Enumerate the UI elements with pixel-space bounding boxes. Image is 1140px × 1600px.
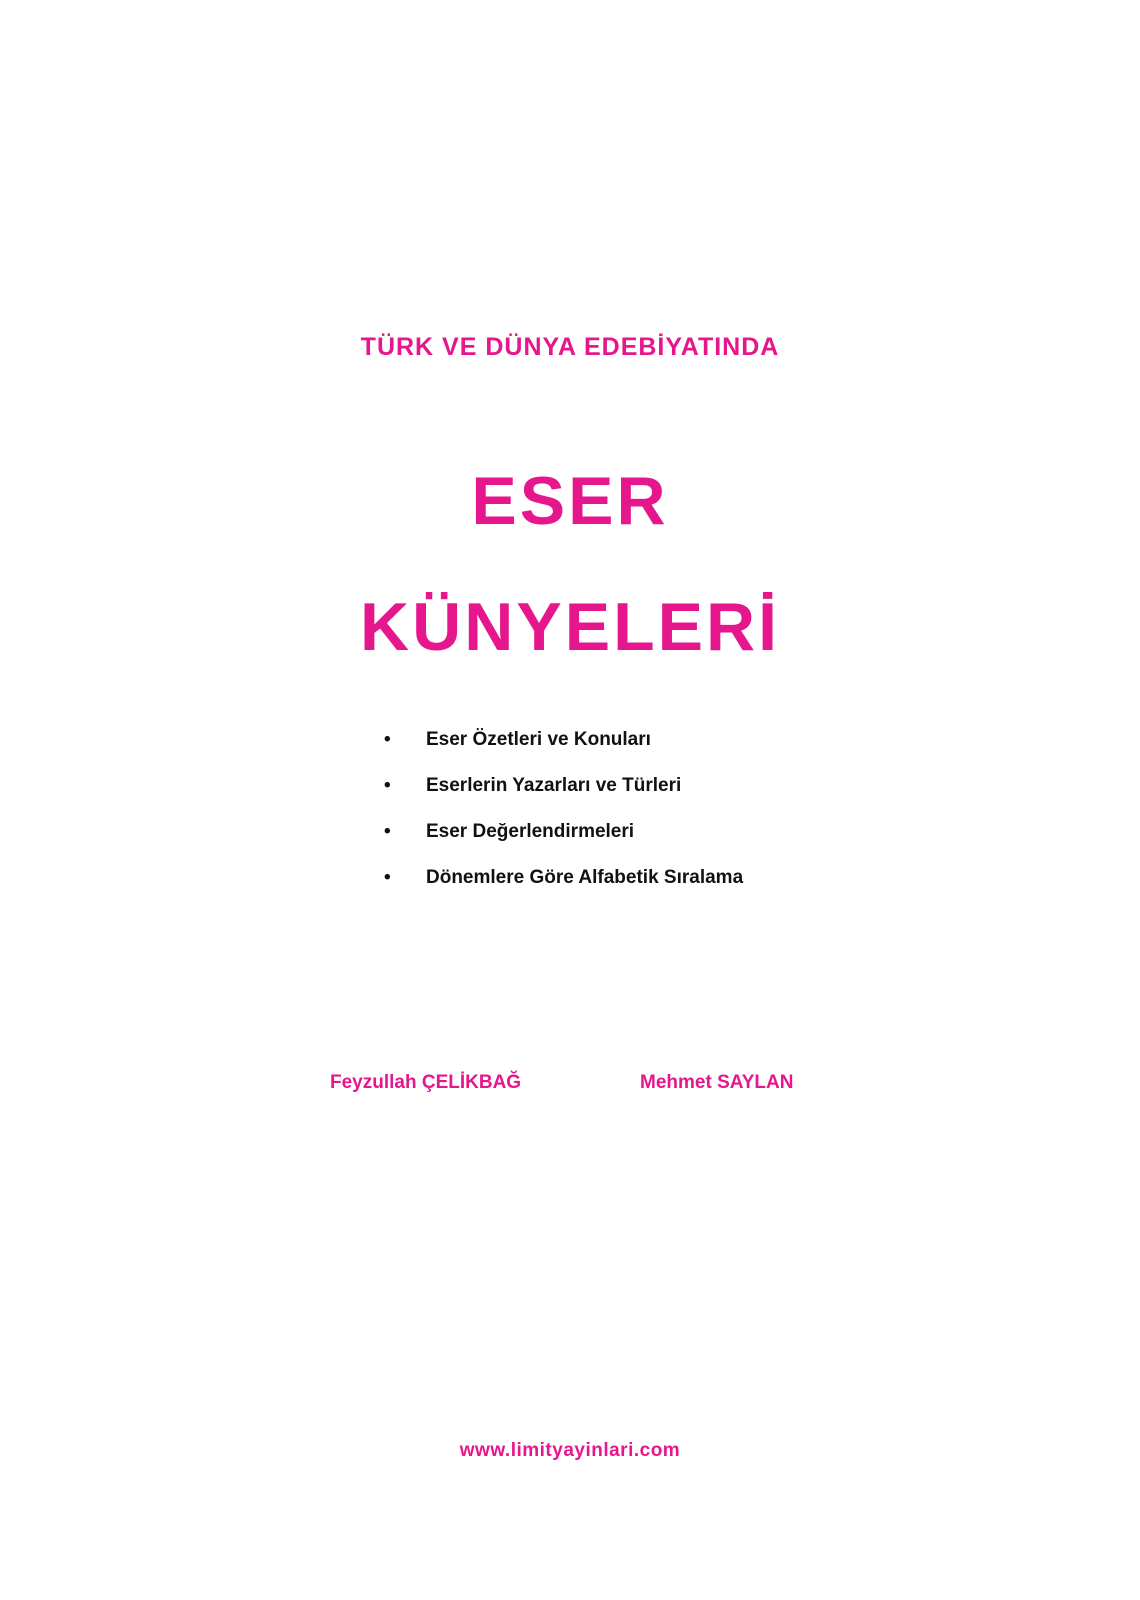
bullet-icon: • bbox=[384, 867, 391, 888]
bullet-icon: • bbox=[384, 821, 391, 842]
author-name: Mehmet SAYLAN bbox=[640, 1072, 794, 1093]
bullet-icon: • bbox=[384, 775, 391, 796]
cover-title-line1: ESER bbox=[471, 463, 669, 539]
feature-label: Dönemlere Göre Alfabetik Sıralama bbox=[426, 867, 744, 888]
feature-label: Eserlerin Yazarları ve Türleri bbox=[426, 775, 682, 796]
cover-supertitle: TÜRK VE DÜNYA EDEBİYATINDA bbox=[360, 333, 780, 361]
cover-title-line2: KÜNYELERİ bbox=[360, 589, 780, 665]
publisher-website: www.limityayinlari.com bbox=[459, 1440, 681, 1461]
feature-label: Eser Özetleri ve Konuları bbox=[426, 729, 651, 750]
author-name: Feyzullah ÇELİKBAĞ bbox=[330, 1072, 522, 1093]
feature-label: Eser Değerlendirmeleri bbox=[426, 821, 635, 842]
bullet-icon: • bbox=[384, 729, 391, 750]
